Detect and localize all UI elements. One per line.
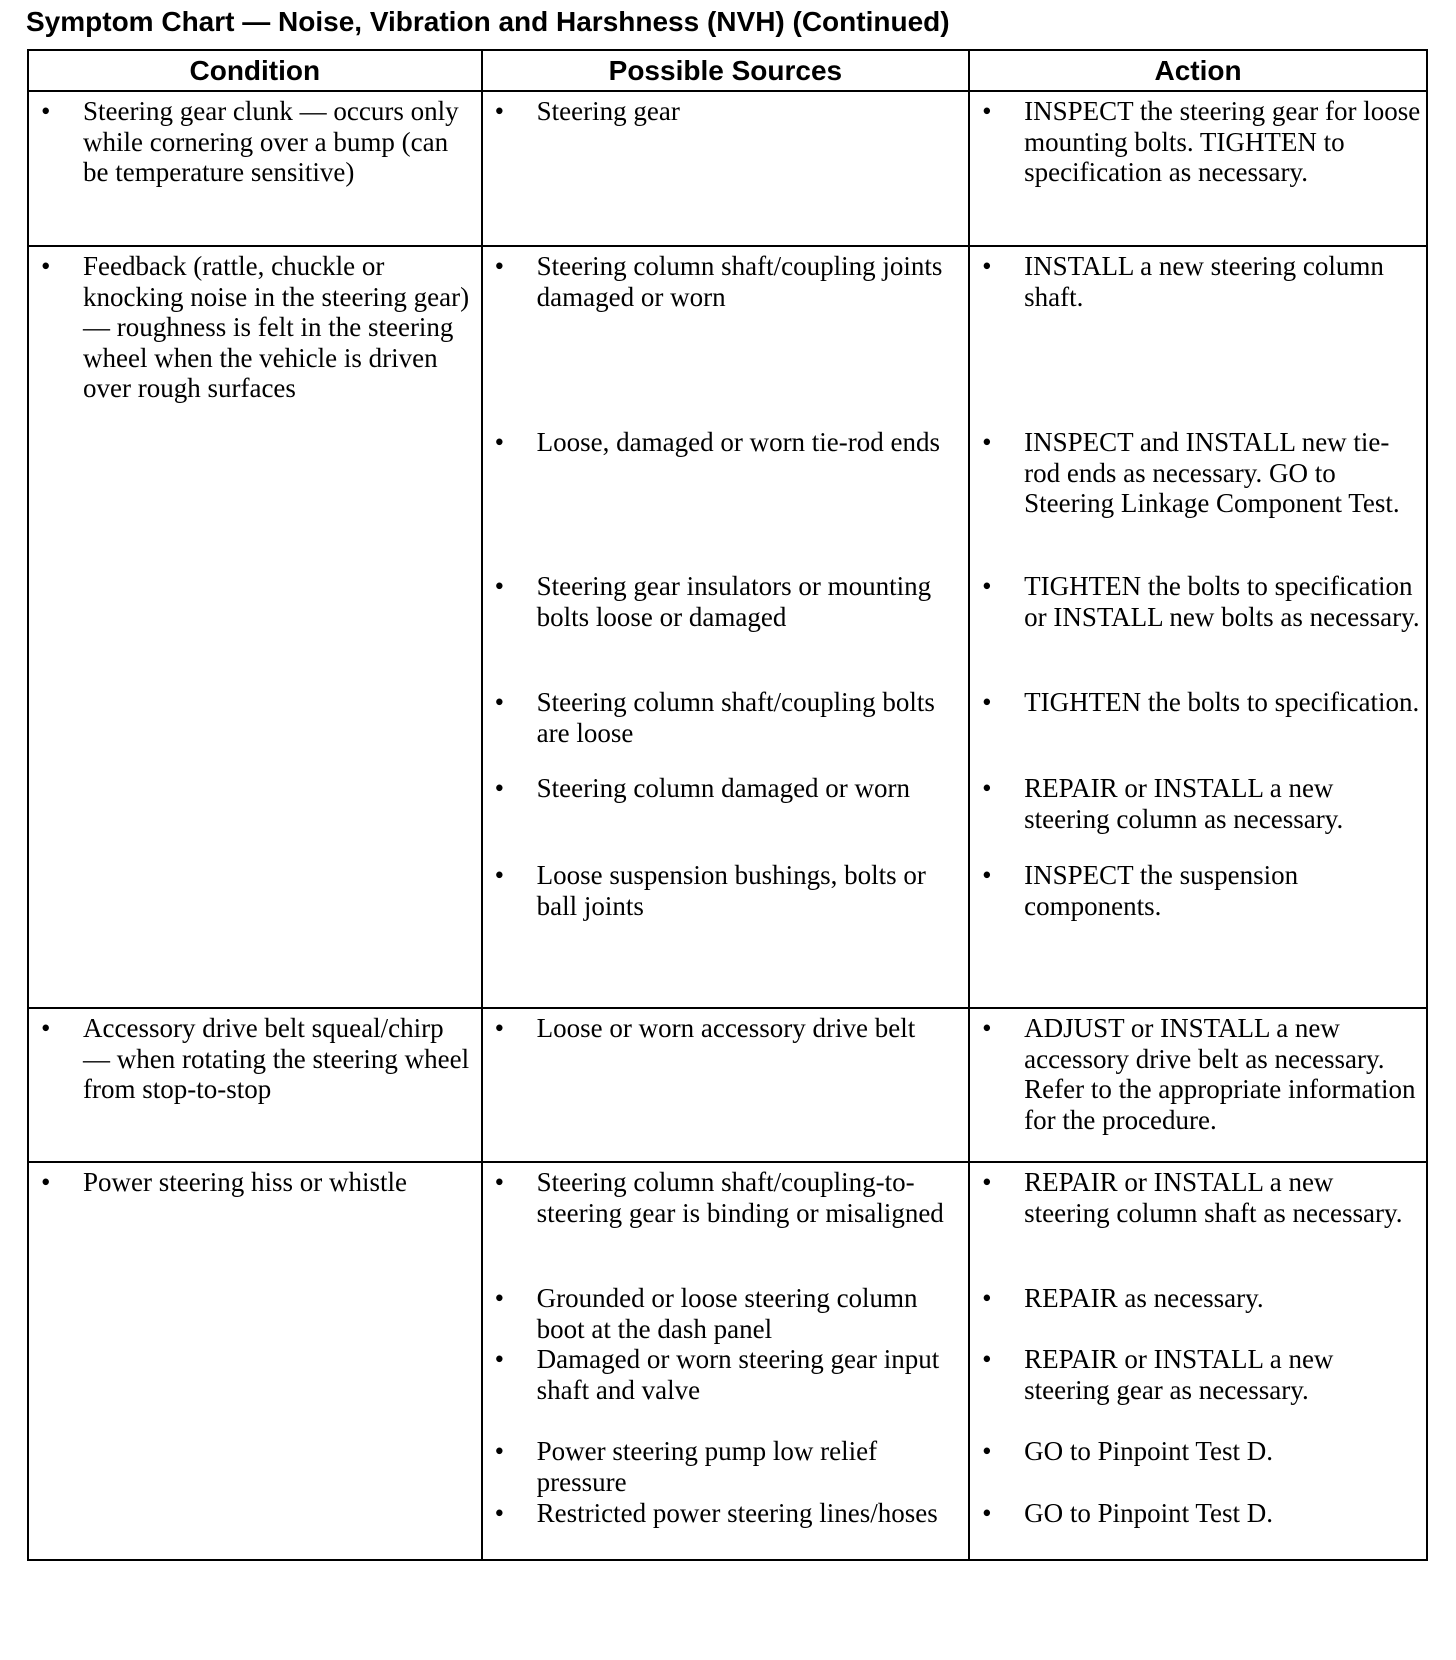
condition-cell	[28, 1008, 482, 1162]
condition-item	[29, 251, 477, 404]
source-item	[483, 96, 964, 127]
bullet: •	[494, 687, 505, 717]
bullet: •	[494, 1283, 505, 1313]
bullet: •	[494, 860, 505, 890]
bullet: •	[41, 1167, 51, 1197]
bullet: •	[982, 687, 992, 717]
condition-item	[29, 1013, 477, 1105]
action-item	[970, 571, 1422, 632]
source-item	[483, 1283, 964, 1344]
header-possible-sources: Possible Sources	[482, 50, 969, 91]
bullet: •	[982, 1167, 992, 1197]
action-item	[970, 1498, 1422, 1529]
sources-cell	[482, 246, 969, 1008]
bullet: •	[982, 1283, 992, 1313]
source-text: Steering column shaft/coupling joints damaged or worn	[536, 251, 943, 312]
bullet: •	[982, 773, 992, 803]
source-item	[483, 427, 964, 458]
action-text: INSPECT the suspension components.	[1024, 860, 1299, 921]
bullet: •	[494, 571, 505, 601]
bullet: •	[982, 1436, 992, 1466]
bullet: •	[982, 96, 992, 126]
action-text: INSPECT and INSTALL new tie-rod ends as necessary. GO to Steering Linkage Component Test.	[1024, 427, 1400, 518]
action-item	[970, 1013, 1422, 1135]
action-text: GO to Pinpoint Test D.	[1024, 1436, 1273, 1466]
condition-text: Power steering hiss or whistle	[83, 1167, 407, 1197]
source-item	[483, 251, 964, 312]
action-item	[970, 427, 1422, 519]
source-text: Grounded or loose steering column boot at the dash panel	[536, 1283, 918, 1344]
source-item	[483, 1344, 964, 1405]
bullet: •	[41, 1013, 51, 1043]
sources-cell	[482, 1008, 969, 1162]
action-item	[970, 687, 1422, 718]
sources-cell	[482, 1162, 969, 1560]
source-text: Loose or worn accessory drive belt	[536, 1013, 916, 1043]
condition-cell	[28, 91, 482, 246]
bullet: •	[494, 1436, 505, 1466]
bullet: •	[982, 251, 992, 281]
source-text: Damaged or worn steering gear input shaft and valve	[536, 1344, 940, 1405]
action-text: ADJUST or INSTALL a new accessory drive belt as necessary. Refer to the appropriate information for the procedure.	[1024, 1013, 1416, 1135]
bullet: •	[982, 1498, 992, 1528]
table-row	[28, 1008, 1427, 1162]
action-cell	[969, 91, 1427, 246]
condition-cell	[28, 1162, 482, 1560]
bullet: •	[41, 96, 51, 126]
header-condition: Condition	[28, 50, 482, 91]
header-action: Action	[969, 50, 1427, 91]
source-text: Loose, damaged or worn tie-rod ends	[536, 427, 941, 457]
action-text: TIGHTEN the bolts to specification.	[1024, 687, 1420, 717]
action-cell	[969, 1162, 1427, 1560]
source-item	[483, 687, 964, 748]
condition-cell	[28, 246, 482, 1008]
action-item	[970, 96, 1422, 188]
bullet: •	[982, 1344, 992, 1374]
action-item	[970, 773, 1422, 834]
action-item	[970, 1436, 1422, 1467]
source-item	[483, 1167, 964, 1228]
source-item	[483, 773, 964, 804]
source-item	[483, 1013, 964, 1044]
condition-text: Accessory drive belt squeal/chirp — when rotating the steering wheel from stop-to-stop	[83, 1013, 470, 1104]
source-text: Power steering pump low relief pressure	[536, 1436, 878, 1497]
bullet: •	[494, 1498, 505, 1528]
bullet: •	[41, 251, 51, 281]
source-text: Steering column shaft/coupling-to-steering gear is binding or misaligned	[536, 1167, 944, 1228]
action-text: GO to Pinpoint Test D.	[1024, 1498, 1273, 1528]
source-item	[483, 571, 964, 632]
action-cell	[969, 1008, 1427, 1162]
source-text: Steering column damaged or worn	[536, 773, 911, 803]
source-text: Steering column shaft/coupling bolts are loose	[536, 687, 935, 748]
action-cell	[969, 246, 1427, 1008]
action-item	[970, 1167, 1422, 1228]
action-text: INSTALL a new steering column shaft.	[1024, 251, 1384, 312]
source-item	[483, 860, 964, 921]
action-text: REPAIR or INSTALL a new steering column as necessary.	[1024, 773, 1344, 834]
action-text: REPAIR as necessary.	[1024, 1283, 1264, 1313]
source-text: Loose suspension bushings, bolts or ball joints	[536, 860, 926, 921]
condition-text: Steering gear clunk — occurs only while cornering over a bump (can be temperature sensitive)	[83, 96, 459, 187]
action-item	[970, 860, 1422, 921]
bullet: •	[494, 427, 505, 457]
symptom-table	[27, 49, 1428, 1561]
source-item	[483, 1436, 964, 1497]
table-row	[28, 91, 1427, 246]
action-text: REPAIR or INSTALL a new steering gear as necessary.	[1024, 1344, 1334, 1405]
header-row	[28, 50, 1427, 91]
source-text: Steering gear insulators or mounting bolts loose or damaged	[536, 571, 932, 632]
condition-text: Feedback (rattle, chuckle or knocking noise in the steering gear) — roughness is felt in the steering wheel when the vehicle is driven over rough surfaces	[83, 251, 470, 403]
table-row	[28, 1162, 1427, 1560]
bullet: •	[982, 427, 992, 457]
bullet: •	[494, 1013, 505, 1043]
action-item	[970, 1283, 1422, 1314]
bullet: •	[982, 1013, 992, 1043]
bullet: •	[494, 1344, 505, 1374]
chart-title: Symptom Chart — Noise, Vibration and Harshness (NVH) (Continued)	[26, 6, 950, 37]
action-item	[970, 251, 1422, 312]
action-text: INSPECT the steering gear for loose mounting bolts. TIGHTEN to specification as necessary.	[1024, 96, 1421, 187]
bullet: •	[982, 571, 992, 601]
action-item	[970, 1344, 1422, 1405]
source-text: Steering gear	[536, 96, 680, 126]
condition-item	[29, 96, 477, 188]
bullet: •	[494, 251, 505, 281]
sources-cell	[482, 91, 969, 246]
condition-item	[29, 1167, 477, 1198]
action-text: TIGHTEN the bolts to specification or INSTALL new bolts as necessary.	[1024, 571, 1420, 632]
table-row	[28, 246, 1427, 1008]
bullet: •	[494, 96, 505, 126]
action-text: REPAIR or INSTALL a new steering column shaft as necessary.	[1024, 1167, 1403, 1228]
source-item	[483, 1498, 964, 1529]
source-text: Restricted power steering lines/hoses	[536, 1498, 938, 1528]
bullet: •	[494, 773, 505, 803]
bullet: •	[982, 860, 992, 890]
bullet: •	[494, 1167, 505, 1197]
